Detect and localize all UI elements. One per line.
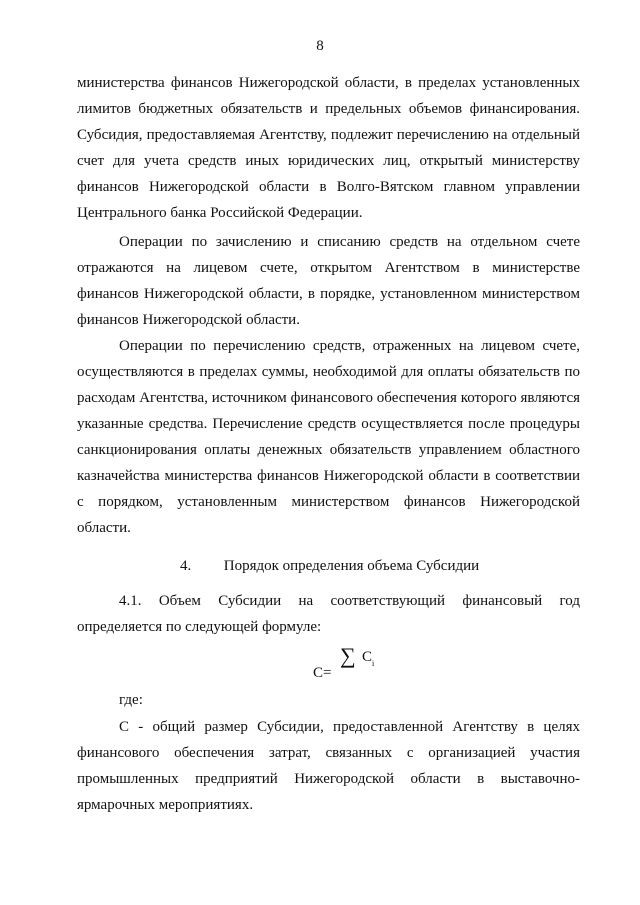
formula-term: С: [362, 649, 373, 665]
sum-operator: ∑: [340, 643, 356, 668]
paragraph-text: С - общий размер Субсидии, предоставленной Агентству в целях финансового обеспечения затрат, связанных с организацией участия промышленных предприятий Нижегородской области в выставочно-ярмарочных мероприятиях.: [77, 719, 580, 813]
section-heading: [180, 556, 479, 576]
paragraph-3: [77, 333, 580, 541]
formula-subscript: i: [372, 659, 375, 668]
paragraph-text: министерства финансов Нижегородской области, в пределах установленных лимитов бюджетных обязательств и предельных объемов финансирования. Субсидия, предоставляемая Агентству, подлежит перечислению на отдельный счет для учета средств иных юридических лиц, открытый министерству финансов Нижегородской области в Волго-Вятском главном управлении Центрального банка Российской Федерации.: [77, 75, 580, 221]
paragraph-text: Операции по перечислению средств, отраженных на лицевом счете, осуществляются в пределах суммы, необходимой для оплаты обязательств по расходам Агентства, источником финансового обеспечения которого являются указанные средства. Перечисление средств осуществляется после процедуры санкционирования оплаты денежных обязательств управлением областного казначейства министерства финансов Нижегородской области в соответствии с порядком, установленным министерством финансов Нижегородской области.: [77, 338, 580, 536]
section-number: 4.: [180, 558, 192, 574]
paragraph-text: Операции по зачислению и списанию средств на отдельном счете отражаются на лицевом счете, открытом Агентством в министерстве финансов Нижегородской области, в порядке, установленном министерством финансов Нижегородской области.: [77, 234, 580, 328]
subsidy-formula: [310, 645, 410, 685]
where-label: где:: [119, 692, 143, 708]
paragraph-2: [77, 229, 580, 333]
formula-lhs: С=: [313, 665, 332, 681]
paragraph-5: [77, 714, 580, 818]
paragraph-text: 4.1. Объем Субсидии на соответствующий финансовый год определяется по следующей формуле:: [77, 593, 580, 635]
paragraph-4: [77, 588, 580, 640]
paragraph-1: [77, 70, 580, 226]
page-number: 8: [316, 38, 324, 54]
section-title: Порядок определения объема Субсидии: [223, 558, 480, 574]
